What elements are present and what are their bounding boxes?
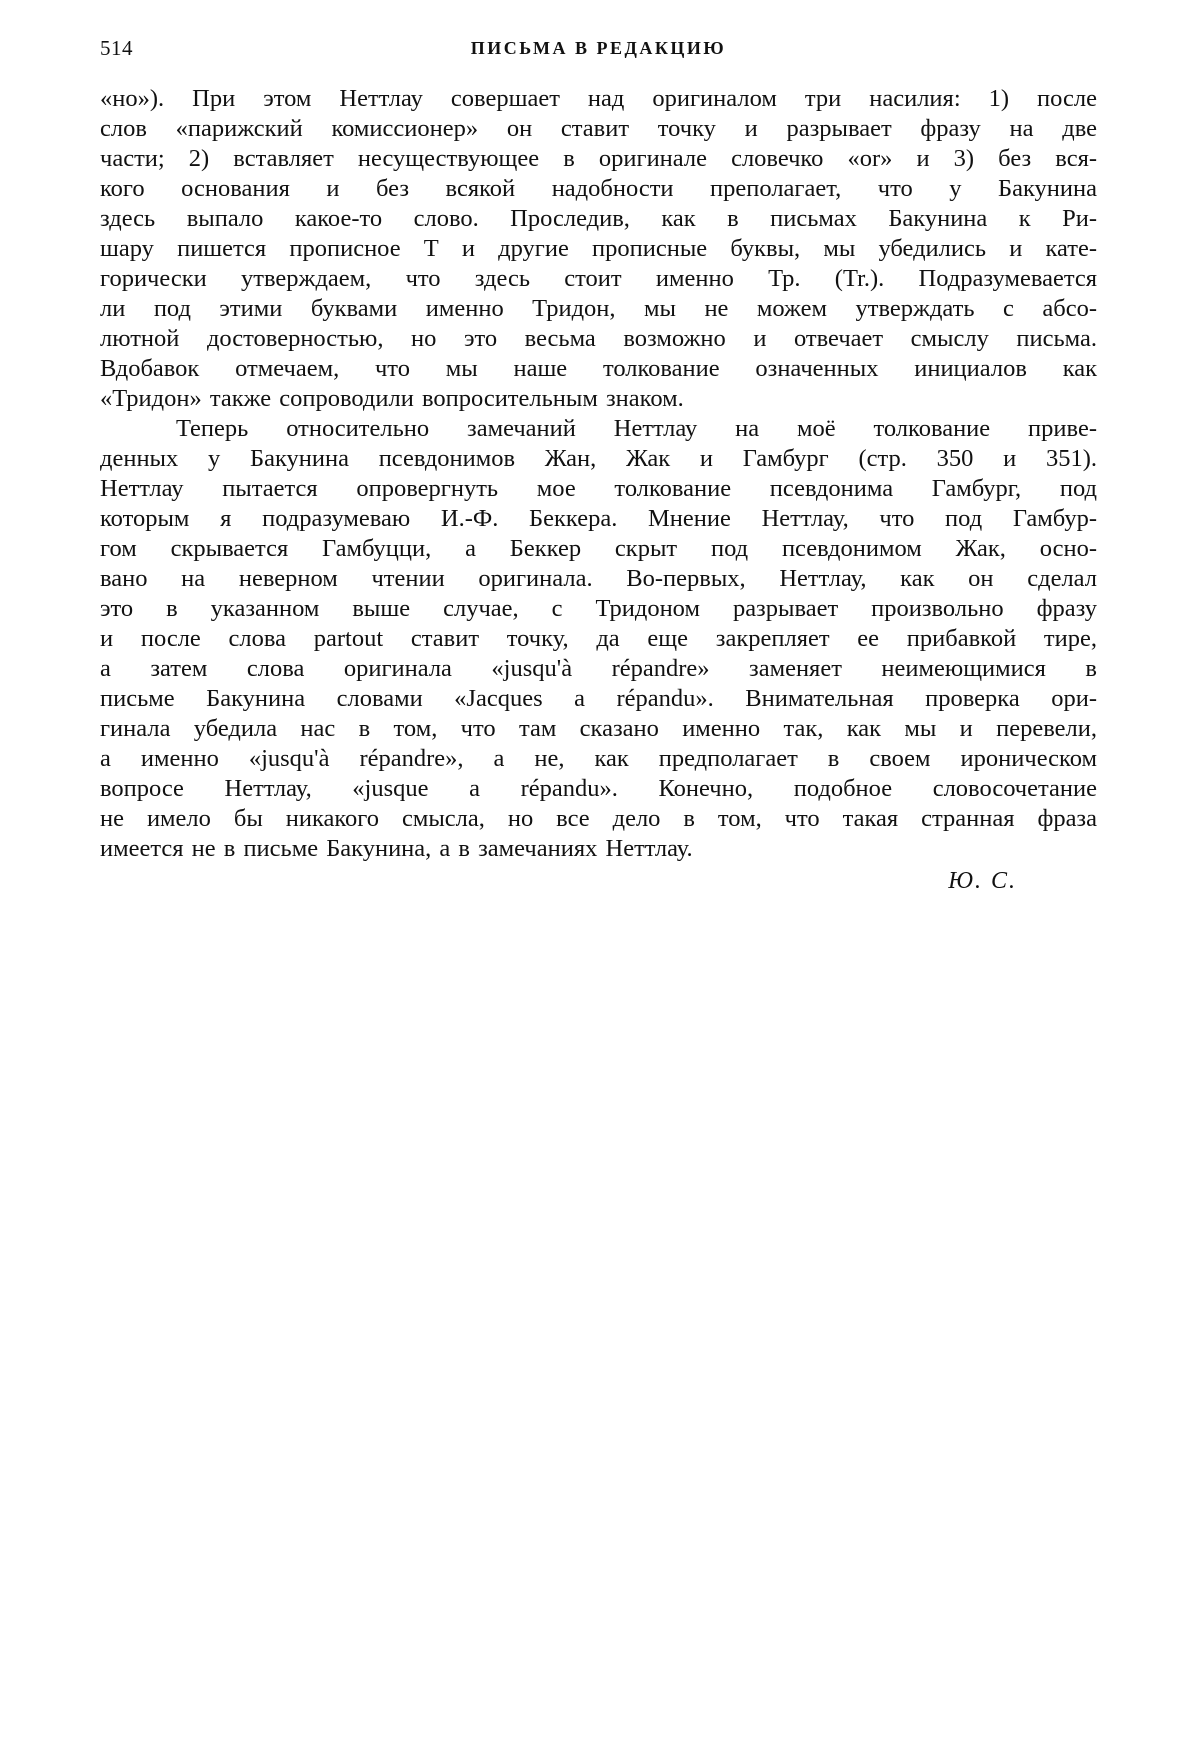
running-head (100, 28, 1097, 68)
text-line: и после слова partout ставит точку, да еще закрепляет ее прибавкой тире, (100, 625, 1097, 652)
text-line: это в указанном выше случае, с Тридоном разрывает произвольно фразу (100, 595, 1097, 622)
text-line: «но»). При этом Неттлау совершает над оригиналом три насилия: 1) после (100, 85, 1097, 112)
text-line: имеется не в письме Бакунина, а в замечаниях Неттлау. (100, 835, 693, 862)
text-line: «Тридон» также сопроводили вопросительным знаком. (100, 385, 684, 412)
body-text (100, 84, 1097, 898)
text-line: а затем слова оригинала «jusqu'à répandre» заменяет неимеющимися в (100, 655, 1097, 682)
text-line: здесь выпало какое-то слово. Проследив, как в письмах Бакунина к Ри- (100, 205, 1097, 232)
text-line: письме Бакунина словами «Jacques a répandu». Внимательная проверка ори- (100, 685, 1097, 712)
paragraph-continuation (100, 84, 1097, 414)
page-number: 514 (100, 36, 133, 60)
text-line: ли под этими буквами именно Тридон, мы не можем утверждать с абсо- (100, 295, 1097, 322)
text-line: шару пишется прописное Т и другие прописные буквы, мы убедились и кате- (100, 235, 1097, 262)
running-title: ПИСЬМА В РЕДАКЦИЮ (470, 38, 727, 58)
text-line: горически утверждаем, что здесь стоит именно Тр. (Tr.). Подразумевается (100, 265, 1097, 292)
text-line: вопросе Неттлау, «jusque a répandu». Конечно, подобное словосочетание (100, 775, 1097, 802)
text-line: которым я подразумеваю И.-Ф. Беккера. Мнение Неттлау, что под Гамбур- (100, 505, 1097, 532)
text-line: денных у Бакунина псевдонимов Жан, Жак и Гамбург (стр. 350 и 351). (100, 445, 1097, 472)
author-signature: Ю. С. (948, 868, 1017, 894)
text-line: лютной достоверностью, но это весьма возможно и отвечает смыслу письма. (100, 325, 1097, 352)
text-line: слов «парижский комиссионер» он ставит точку и разрывает фразу на две (100, 115, 1097, 142)
text-line: гом скрывается Гамбуцци, а Беккер скрыт под псевдонимом Жак, осно- (100, 535, 1097, 562)
text-line: Неттлау пытается опровергнуть мое толкование псевдонима Гамбург, под (100, 475, 1097, 502)
text-line: вано на неверном чтении оригинала. Во-первых, Неттлау, как он сделал (100, 565, 1097, 592)
text-line: части; 2) вставляет несуществующее в оригинале словечко «or» и 3) без вся- (100, 145, 1097, 172)
text-line: гинала убедила нас в том, что там сказано именно так, как мы и перевели, (100, 715, 1097, 742)
text-line: Вдобавок отмечаем, что мы наше толкование означенных инициалов как (100, 355, 1097, 382)
text-line: не имело бы никакого смысла, но все дело в том, что такая странная фраза (100, 805, 1097, 832)
document-page (100, 28, 1097, 898)
text-line: кого основания и без всякой надобности преполагает, что у Бакунина (100, 175, 1097, 202)
paragraph-nettlau-pseudonyms (100, 414, 1097, 864)
text-line: Теперь относительно замечаний Неттлау на моё толкование приве- (176, 415, 1097, 442)
text-line: а именно «jusqu'à répandre», а не, как предполагает в своем ироническом (100, 745, 1097, 772)
